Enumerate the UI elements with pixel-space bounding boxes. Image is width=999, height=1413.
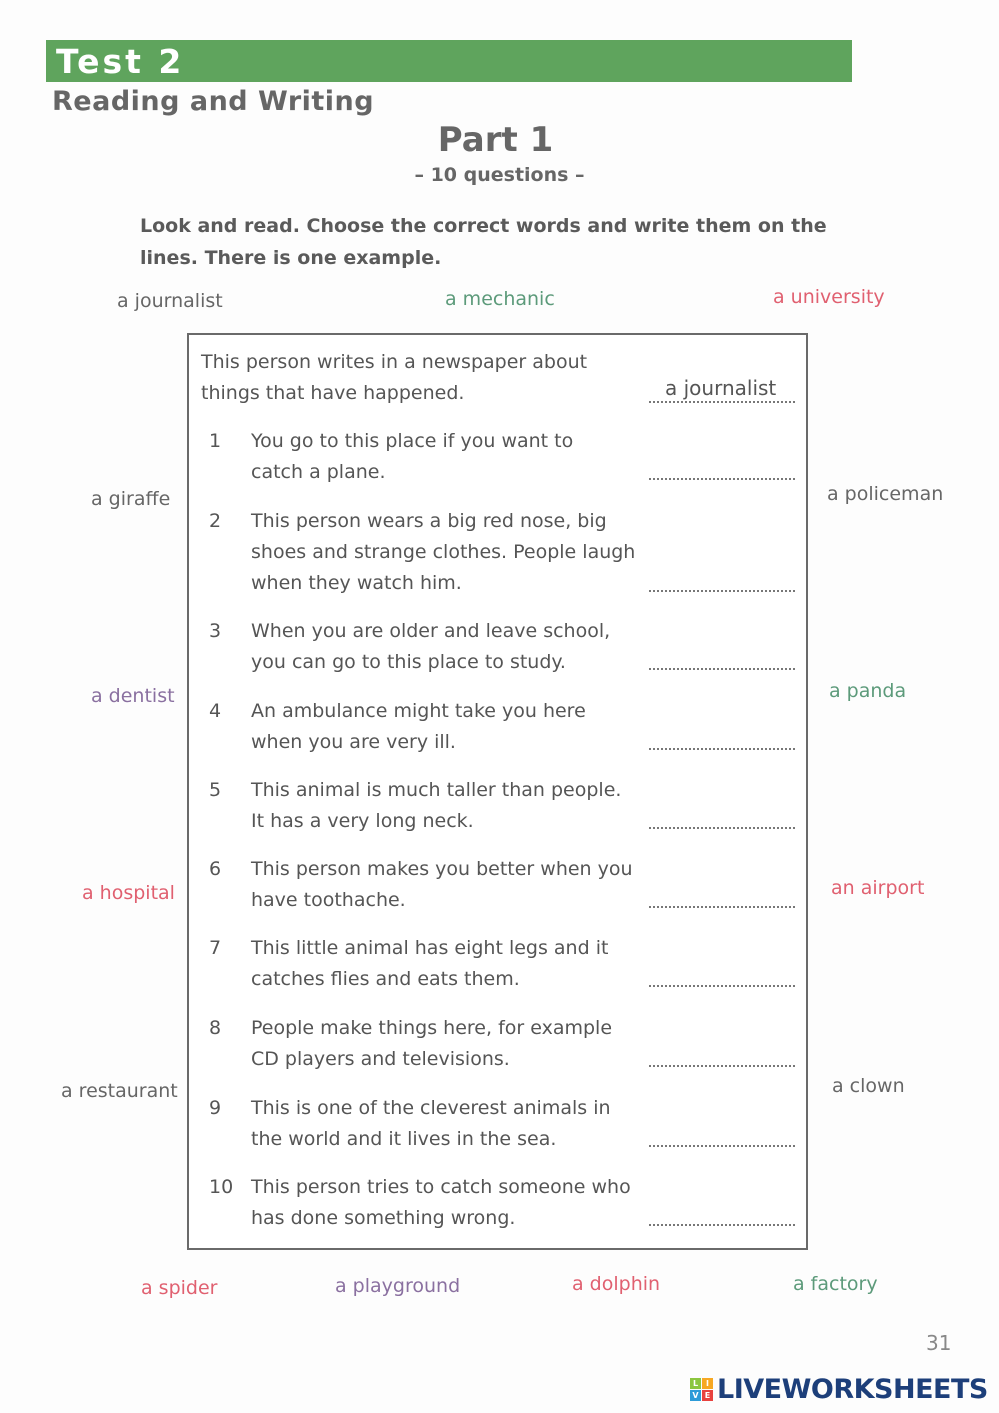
answer-input[interactable] [649, 1224, 795, 1226]
logo-letter: I [702, 1378, 713, 1389]
logo-letter: V [690, 1390, 701, 1401]
question-line: CD players and televisions. [251, 1048, 510, 1070]
word-bank-item: an airport [831, 877, 925, 899]
word-bank-item: a hospital [82, 882, 175, 904]
section-title: Reading and Writing [52, 86, 375, 117]
answer-input[interactable] [649, 1065, 795, 1067]
answer-input[interactable] [649, 478, 795, 480]
part-title [0, 120, 999, 160]
word-bank-item: a restaurant [61, 1080, 178, 1102]
logo-letter: E [702, 1390, 713, 1401]
question-text [251, 616, 651, 678]
answer-input[interactable] [649, 827, 795, 829]
answer-input[interactable] [649, 668, 795, 670]
question-line: shoes and strange clothes. People laugh [251, 541, 636, 563]
word-bank-item: a giraffe [91, 488, 171, 510]
question-number: 9 [209, 1097, 222, 1119]
logo-text: LIVEWORKSHEETS [717, 1373, 988, 1405]
question-line: When you are older and leave school, [251, 620, 611, 642]
logo-letter: L [690, 1378, 701, 1389]
page-number: 31 [926, 1331, 952, 1355]
word-bank-item: a spider [141, 1277, 218, 1299]
question-line: catches flies and eats them. [251, 968, 520, 990]
question-line: have toothache. [251, 889, 406, 911]
question-line: An ambulance might take you here [251, 700, 586, 722]
question-number: 7 [209, 937, 222, 959]
logo-icon [690, 1378, 713, 1401]
example-answer: a journalist [665, 376, 777, 400]
question-number: 6 [209, 858, 222, 880]
question-number: 5 [209, 779, 222, 801]
question-number: 1 [209, 430, 222, 452]
word-bank-item: a university [773, 286, 885, 308]
question-line: This animal is much taller than people. [251, 779, 622, 801]
question-text [251, 1093, 651, 1155]
word-bank-item: a journalist [117, 290, 223, 312]
question-line: catch a plane. [251, 461, 386, 483]
question-line: It has a very long neck. [251, 810, 474, 832]
question-number: 2 [209, 510, 222, 532]
question-line: People make things here, for example [251, 1017, 613, 1039]
answer-input[interactable] [649, 590, 795, 592]
question-text [251, 933, 651, 995]
word-bank-item: a clown [832, 1075, 905, 1097]
answer-input[interactable] [649, 985, 795, 987]
question-line: when they watch him. [251, 572, 462, 594]
word-bank-item: a dolphin [572, 1273, 661, 1295]
question-text [251, 506, 651, 599]
question-number: 4 [209, 700, 222, 722]
questions-box [187, 333, 808, 1250]
answer-line [649, 401, 795, 403]
question-line: when you are very ill. [251, 731, 456, 753]
question-line: things that have happened. [201, 382, 465, 404]
question-text [201, 347, 641, 409]
word-bank-item: a factory [793, 1273, 878, 1295]
question-line: you can go to this place to study. [251, 651, 566, 673]
question-text [251, 426, 651, 488]
question-text [251, 775, 651, 837]
question-line: This person makes you better when you [251, 858, 633, 880]
instructions: Look and read. Choose the correct words and write them on the lines. There is one example. [140, 215, 827, 269]
word-bank-item: a playground [335, 1275, 461, 1297]
question-text [251, 854, 651, 916]
question-text [251, 1013, 651, 1075]
question-line: This person writes in a newspaper about [201, 351, 588, 373]
answer-input[interactable] [649, 748, 795, 750]
word-bank-item: a mechanic [445, 288, 555, 310]
question-line: the world and it lives in the sea. [251, 1128, 557, 1150]
question-line: This person tries to catch someone who [251, 1176, 631, 1198]
word-bank-item: a panda [829, 680, 907, 702]
question-line: You go to this place if you want to [251, 430, 574, 452]
question-line: has done something wrong. [251, 1207, 516, 1229]
question-line: This person wears a big red nose, big [251, 510, 607, 532]
question-number: 3 [209, 620, 222, 642]
question-line: This is one of the cleverest animals in [251, 1097, 611, 1119]
word-bank-item: a dentist [91, 685, 175, 707]
question-line: This little animal has eight legs and it [251, 937, 609, 959]
title-bar [46, 40, 852, 82]
question-count: – 10 questions – [414, 164, 585, 186]
question-number: 8 [209, 1017, 222, 1039]
word-bank-item: a policeman [827, 483, 944, 505]
question-text [251, 1172, 651, 1234]
answer-input[interactable] [649, 906, 795, 908]
answer-input[interactable] [649, 1145, 795, 1147]
part-title-text: Part 1 [437, 120, 554, 160]
question-number: 10 [209, 1176, 234, 1198]
liveworksheets-logo[interactable] [690, 1374, 988, 1404]
test-label: Test 2 [56, 42, 185, 81]
question-text [251, 696, 651, 758]
